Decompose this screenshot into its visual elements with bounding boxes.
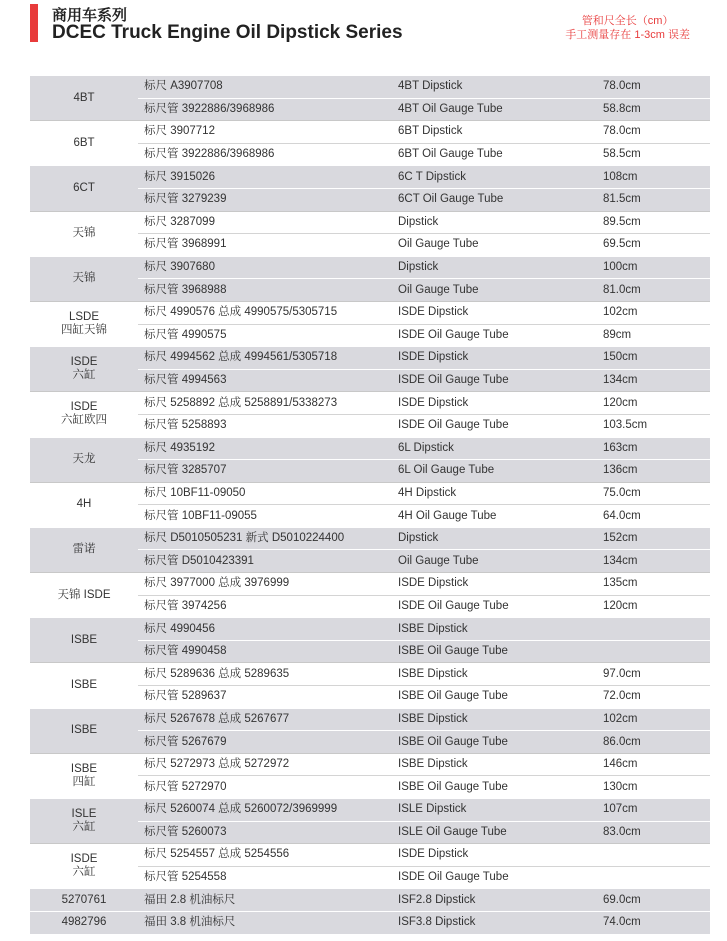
length-cell: 97.0cm [597,663,710,686]
part-name-cell: Oil Gauge Tube [392,550,597,573]
part-name-cell: 6C T Dipstick [392,166,597,189]
part-name-cell: ISF2.8 Dipstick [392,889,597,912]
engine-model-line: 天锦 ISDE [57,588,111,601]
part-number-cell: 标尺 A3907708 [138,76,392,99]
part-number-cell: 标尺 5272973 总成 5272972 [138,753,392,776]
part-name-cell: ISDE Dipstick [392,844,597,867]
part-name-cell: ISBE Oil Gauge Tube [392,731,597,754]
part-number-cell: 标尺管 3968988 [138,279,392,302]
length-cell: 135cm [597,573,710,596]
length-cell: 120cm [597,392,710,415]
part-name-cell: ISDE Dipstick [392,301,597,324]
part-name-cell: Oil Gauge Tube [392,234,597,257]
engine-model-cell [30,527,138,572]
part-number-cell: 标尺 3287099 [138,211,392,234]
title-chinese: 商用车系列 [52,7,128,24]
table-row [30,573,710,596]
part-name-cell: ISBE Oil Gauge Tube [392,640,597,663]
table-row [30,753,710,776]
part-name-cell: ISF3.8 Dipstick [392,911,597,933]
dipstick-table [30,75,710,934]
part-number-cell: 标尺 3977000 总成 3976999 [138,573,392,596]
part-name-cell: 4BT Oil Gauge Tube [392,98,597,121]
part-number-cell: 标尺管 5260073 [138,821,392,844]
measurement-note [565,14,690,42]
part-name-cell: 6L Oil Gauge Tube [392,460,597,483]
part-name-cell: ISLE Oil Gauge Tube [392,821,597,844]
table-row [30,799,710,822]
length-cell: 134cm [597,550,710,573]
part-name-cell: 4H Oil Gauge Tube [392,505,597,528]
part-number-cell: 标尺管 3279239 [138,188,392,211]
engine-model-cell: 5270761 [30,889,138,912]
part-name-cell: ISBE Dipstick [392,663,597,686]
engine-model-cell [30,392,138,437]
length-cell: 58.5cm [597,143,710,166]
table-row [30,482,710,505]
length-cell: 83.0cm [597,821,710,844]
length-cell: 150cm [597,347,710,370]
engine-model-cell: 4982796 [30,911,138,933]
engine-model-cell [30,121,138,166]
engine-model-cell [30,76,138,121]
length-cell: 100cm [597,256,710,279]
part-number-cell: 标尺 3915026 [138,166,392,189]
part-name-cell: ISBE Oil Gauge Tube [392,686,597,709]
table-row [30,437,710,460]
length-cell: 108cm [597,166,710,189]
engine-model-line: 6BT [73,136,95,149]
length-cell: 81.0cm [597,279,710,302]
length-cell: 64.0cm [597,505,710,528]
part-number-cell: 标尺管 D5010423391 [138,550,392,573]
length-cell: 102cm [597,301,710,324]
engine-model-line: 四缸天锦 [61,324,107,337]
length-cell [597,618,710,641]
part-number-cell: 标尺 4990576 总成 4990575/5305715 [138,301,392,324]
length-cell: 69.5cm [597,234,710,257]
engine-model-cell [30,753,138,798]
engine-model-line: ISBE [70,762,98,775]
engine-model-cell [30,844,138,889]
length-cell: 75.0cm [597,482,710,505]
length-cell: 163cm [597,437,710,460]
engine-model-line: 六缸欧四 [61,414,107,427]
engine-model-cell [30,799,138,844]
part-name-cell: ISBE Oil Gauge Tube [392,776,597,799]
part-number-cell: 标尺 5258892 总成 5258891/5338273 [138,392,392,415]
length-cell: 89cm [597,324,710,347]
table-row [30,121,710,144]
table-row [30,708,710,731]
part-number-cell: 标尺 3907680 [138,256,392,279]
table-row [30,527,710,550]
engine-model-line: 六缸 [72,866,96,879]
part-name-cell: ISBE Dipstick [392,708,597,731]
table-row [30,618,710,641]
part-name-cell: ISDE Oil Gauge Tube [392,369,597,392]
engine-model-cell [30,482,138,527]
part-number-cell: 标尺管 5289637 [138,686,392,709]
part-number-cell: 标尺 5260074 总成 5260072/3969999 [138,799,392,822]
note-line-1: 管和尺全长（cm） [581,15,674,27]
engine-model-line: ISDE [70,853,98,866]
part-name-cell: 4BT Dipstick [392,76,597,99]
engine-model-line: 四缸 [72,775,96,788]
engine-model-line: ISLE [71,808,97,821]
part-name-cell: ISLE Dipstick [392,799,597,822]
part-number-cell: 标尺 4994562 总成 4994561/5305718 [138,347,392,370]
engine-model-cell [30,663,138,708]
part-number-cell: 标尺 5289636 总成 5289635 [138,663,392,686]
part-number-cell: 标尺管 4990575 [138,324,392,347]
part-name-cell: 6BT Dipstick [392,121,597,144]
engine-model-line: ISDE [70,401,98,414]
part-name-cell: ISDE Dipstick [392,347,597,370]
table-row [30,889,710,912]
engine-model-line: 六缸 [72,821,96,834]
engine-model-cell [30,256,138,301]
length-cell: 134cm [597,369,710,392]
engine-model-line: 4BT [73,91,95,104]
table-row [30,166,710,189]
part-number-cell: 标尺 D5010505231 新式 D5010224400 [138,527,392,550]
part-number-cell: 标尺 4935192 [138,437,392,460]
length-cell: 72.0cm [597,686,710,709]
engine-model-cell [30,301,138,346]
length-cell: 78.0cm [597,76,710,99]
part-number-cell: 标尺管 3974256 [138,595,392,618]
part-number-cell: 标尺管 10BF11-09055 [138,505,392,528]
engine-model-cell [30,211,138,256]
length-cell: 120cm [597,595,710,618]
table-row [30,844,710,867]
part-number-cell: 福田 3.8 机油标尺 [138,911,392,933]
engine-model-line: 天龙 [72,453,96,466]
part-number-cell: 标尺 10BF11-09050 [138,482,392,505]
part-name-cell: ISDE Oil Gauge Tube [392,324,597,347]
part-name-cell: ISDE Dipstick [392,392,597,415]
part-name-cell: Dipstick [392,211,597,234]
part-name-cell: ISBE Dipstick [392,618,597,641]
part-name-cell: 6BT Oil Gauge Tube [392,143,597,166]
length-cell: 103.5cm [597,414,710,437]
length-cell [597,640,710,663]
table-row [30,663,710,686]
note-line-2: 手工测量存在 1-3cm 误差 [565,29,690,41]
part-name-cell: ISDE Oil Gauge Tube [392,595,597,618]
engine-model-cell [30,573,138,618]
part-number-cell: 福田 2.8 机油标尺 [138,889,392,912]
length-cell: 152cm [597,527,710,550]
engine-model-cell [30,347,138,392]
page-header [0,0,727,60]
part-name-cell: 6L Dipstick [392,437,597,460]
length-cell: 102cm [597,708,710,731]
length-cell: 107cm [597,799,710,822]
table-row [30,301,710,324]
part-number-cell: 标尺管 3285707 [138,460,392,483]
part-name-cell: ISDE Oil Gauge Tube [392,414,597,437]
part-number-cell: 标尺管 3922886/3968986 [138,98,392,121]
engine-model-cell [30,437,138,482]
table-row [30,211,710,234]
part-name-cell: Oil Gauge Tube [392,279,597,302]
accent-bar [30,4,38,42]
part-number-cell: 标尺管 3968991 [138,234,392,257]
part-name-cell: 6CT Oil Gauge Tube [392,188,597,211]
engine-model-line: 天锦 [72,272,96,285]
table-row [30,911,710,933]
length-cell: 146cm [597,753,710,776]
part-number-cell: 标尺管 4990458 [138,640,392,663]
part-name-cell: Dipstick [392,527,597,550]
part-number-cell: 标尺管 5267679 [138,731,392,754]
length-cell: 86.0cm [597,731,710,754]
part-name-cell: 4H Dipstick [392,482,597,505]
part-number-cell: 标尺管 5254558 [138,866,392,889]
length-cell: 81.5cm [597,188,710,211]
part-name-cell: ISDE Oil Gauge Tube [392,866,597,889]
engine-model-line: 六缸 [72,369,96,382]
engine-model-line: LSDE [68,311,100,324]
part-number-cell: 标尺管 5258893 [138,414,392,437]
engine-model-line: 天锦 [72,227,96,240]
engine-model-cell [30,618,138,663]
length-cell: 89.5cm [597,211,710,234]
length-cell [597,844,710,867]
length-cell: 136cm [597,460,710,483]
title-english: DCEC Truck Engine Oil Dipstick Series [52,22,403,43]
part-number-cell: 标尺 4990456 [138,618,392,641]
part-number-cell: 标尺 5267678 总成 5267677 [138,708,392,731]
engine-model-line: ISBE [70,724,98,737]
table-row [30,256,710,279]
engine-model-line: 6CT [73,181,95,194]
engine-model-line: ISBE [70,633,98,646]
engine-model-line: 4H [76,498,92,511]
table-row [30,347,710,370]
part-number-cell: 标尺管 4994563 [138,369,392,392]
part-number-cell: 标尺管 5272970 [138,776,392,799]
part-name-cell: Dipstick [392,256,597,279]
table-row [30,392,710,415]
length-cell [597,866,710,889]
part-number-cell: 标尺 3907712 [138,121,392,144]
length-cell: 78.0cm [597,121,710,144]
part-name-cell: ISBE Dipstick [392,753,597,776]
length-cell: 58.8cm [597,98,710,121]
part-name-cell: ISDE Dipstick [392,573,597,596]
table-row [30,76,710,99]
engine-model-line: ISBE [70,679,98,692]
engine-model-cell [30,708,138,753]
part-number-cell: 标尺 5254557 总成 5254556 [138,844,392,867]
engine-model-line: 雷诺 [72,543,96,556]
engine-model-line: ISDE [70,356,98,369]
length-cell: 69.0cm [597,889,710,912]
part-number-cell: 标尺管 3922886/3968986 [138,143,392,166]
length-cell: 74.0cm [597,911,710,933]
engine-model-cell [30,166,138,211]
length-cell: 130cm [597,776,710,799]
